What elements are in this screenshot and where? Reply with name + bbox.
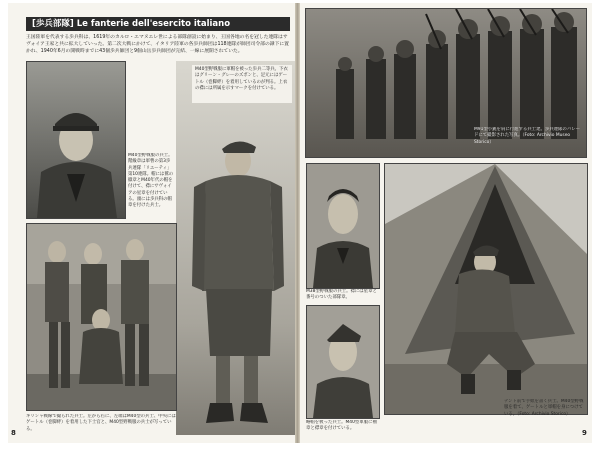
standing-soldier-photo — [176, 61, 295, 435]
caption-standing-soldier: M40型野戦服に軍帽を被った歩兵二等兵。下衣はグリーン・グレーのズボンと、足元にはゲートル（巻脚絆）を着用しているのが判る。上衣の襟には所属を示すマークを付けている。 — [192, 65, 292, 103]
intro-paragraph: 王国陸軍を代表する歩兵科は、1619年のカルロ・エマヌエレ世による部隊創設に始まり、王国各地の名を冠した連隊はサヴォイア王家と共に拡大していった。第二次大戦にかけて、イタリア陸軍の各歩兵師団は118連隊が師団司令部の隷下に置かれ、1940年6月の開戦時までに43個歩兵師団と9個山岳歩兵師団が完結、一線に展開されていた。 — [26, 35, 289, 54]
page-number-right: 9 — [582, 429, 587, 437]
portrait-photo-soldier-cap — [26, 61, 126, 219]
group-photo-four-soldiers — [26, 223, 177, 411]
section-header: [歩兵部隊] Le fanterie dell'esercito italiano — [26, 17, 290, 31]
caption-group-photo: ギリシャ戦線で撮られた兵士。左から右に、左端はM40型の兵士、中央にはゲートル（巻脚絆）を着用した下士官と、M40型野戦服の兵士が写っている。 — [26, 414, 176, 432]
right-page — [300, 3, 592, 443]
caption-tent-scene: テント前で手紙を書く兵士。M40型野戦服を着て、ゲートルと軍帽を身につけている。（Foto: Archivio Storico） — [504, 399, 584, 417]
caption-marching-column: M91型小銃を肩に行進する兵士達。歩兵連隊のパレードにて撮影された写真。（Foto: Archivio Museo Storico） — [474, 127, 580, 145]
portrait-photo-soldier-sidecap — [306, 305, 380, 419]
caption-portrait-right-bottom: 略帽を被った兵士。M40型軍服に袖章と襟章を付けている。 — [306, 420, 377, 432]
portrait-photo-soldier-uniform — [306, 163, 380, 289]
left-page — [8, 3, 295, 443]
page-number-left: 8 — [11, 429, 16, 437]
magazine-spread — [8, 3, 592, 443]
caption-portrait-right-top: M38型野戦服の兵士。襟には星章と番号のついた部隊章。 — [306, 289, 377, 301]
tent-scene-photo — [384, 163, 588, 415]
caption-portrait-top: M40型野戦服の兵士。階級章は軍曹の第3歩兵連隊「リエーティ」第10連隊。帽には鷲の徽章とM40年代の帽を付けて、襟にサヴォイアの星章を付けている。頭には歩兵科の帽章を付けた兵士。 — [128, 153, 174, 209]
